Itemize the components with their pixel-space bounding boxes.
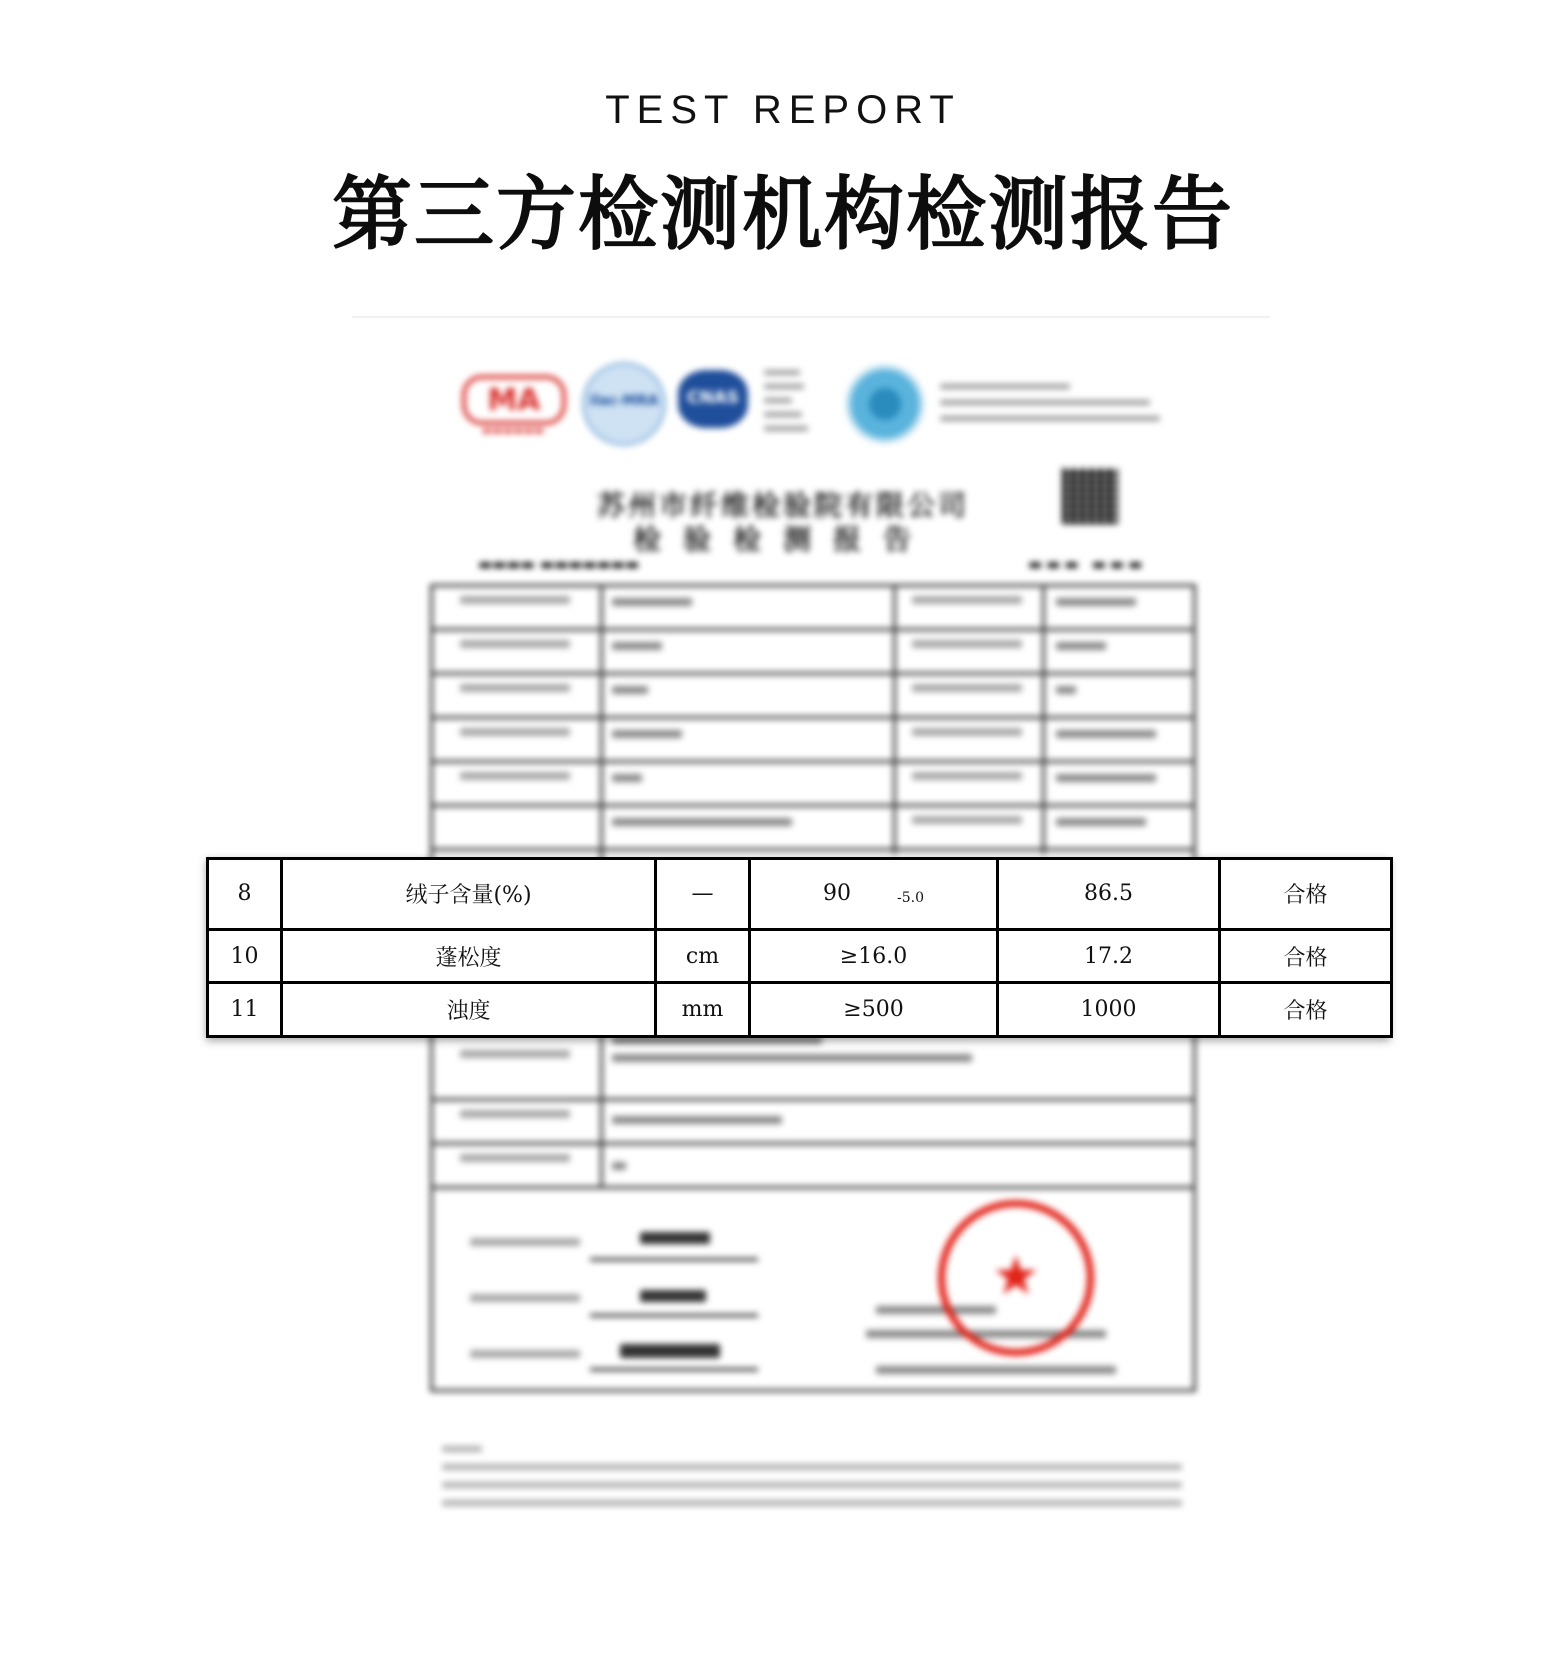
signature-label [470, 1294, 580, 1302]
table-rule [1042, 584, 1045, 854]
signature-stroke [620, 1344, 720, 1358]
page-title: 第三方检测机构检测报告 [332, 168, 1234, 261]
logo-caption-line [764, 384, 804, 389]
cell-value-line [1056, 686, 1076, 694]
footnote-line [442, 1500, 1182, 1506]
checked-by-signature [590, 1314, 758, 1317]
cell-label-line [912, 816, 1022, 824]
cell-value-line [1056, 642, 1106, 650]
footnote-line [442, 1482, 1182, 1488]
results-table [206, 857, 1390, 1038]
table-rule [430, 848, 1196, 851]
signature-stroke [640, 1290, 706, 1302]
institute-seal-logo [846, 365, 924, 443]
table-row [208, 929, 1392, 983]
verdict: 合格 [1220, 929, 1392, 983]
table-rule [430, 1186, 1196, 1189]
table-rule [430, 716, 1196, 719]
table-rule [893, 584, 896, 854]
standard-requirement: ≥500 [750, 983, 998, 1037]
cell-label-line [460, 1050, 570, 1058]
test-result: 17.2 [998, 929, 1220, 983]
standard-requirement [750, 859, 998, 930]
cell-value-line [612, 1054, 972, 1062]
cma-logo: MA [462, 375, 566, 425]
document-heading: 检验检测报告 [632, 523, 933, 556]
table-rule [430, 672, 1196, 675]
verdict: 合格 [1220, 983, 1392, 1037]
test-result: 1000 [998, 983, 1220, 1037]
row-number: 10 [208, 929, 282, 983]
unit: mm [656, 983, 750, 1037]
red-official-seal: ★ [938, 1200, 1094, 1356]
page-subtitle: TEST REPORT [605, 88, 961, 132]
cell-value-line [612, 1116, 782, 1124]
cell-value-line [1056, 598, 1136, 606]
logo-caption-line [764, 398, 792, 403]
cell-label-line [460, 772, 570, 780]
verdict: 合格 [1220, 859, 1392, 930]
cell-label-line [460, 596, 570, 604]
compiled-by-signature [590, 1258, 758, 1261]
cell-label-line [912, 596, 1022, 604]
unit: — [656, 859, 750, 930]
issue-date-line [876, 1366, 1116, 1374]
cell-value-line [612, 774, 642, 782]
table-rule [430, 1142, 1196, 1145]
footnote-line [442, 1464, 1182, 1470]
cma-logo-number: ▬▬▬▬▬▬ [481, 424, 545, 437]
cnas-logo: CNAS [678, 370, 748, 428]
row-number: 11 [208, 983, 282, 1037]
table-rule [430, 1098, 1196, 1101]
table-row [208, 983, 1392, 1037]
test-result: 86.5 [998, 859, 1220, 930]
cell-label-line [460, 640, 570, 648]
test-item: 绒子含量(%) [282, 859, 656, 930]
address-text-line [940, 416, 1160, 421]
signature-stroke [640, 1232, 710, 1244]
table-rule [430, 628, 1196, 631]
test-item: 蓬松度 [282, 929, 656, 983]
row-number: 8 [208, 859, 282, 930]
tolerance: -5.0 [897, 890, 924, 907]
cell-value-line [1056, 730, 1156, 738]
table-rule [430, 804, 1196, 807]
cell-label-line [912, 772, 1022, 780]
footnote-line [442, 1446, 482, 1452]
address-text-line [940, 400, 1150, 405]
cell-value-line [612, 598, 692, 606]
standard-requirement: ≥16.0 [750, 929, 998, 983]
logo-caption-line [764, 426, 808, 431]
signature-label [470, 1238, 580, 1246]
document-company: 苏州市纤维检验院有限公司 [596, 489, 969, 522]
logo-caption-line [764, 412, 802, 417]
test-item: 浊度 [282, 983, 656, 1037]
address-text-line [940, 384, 1070, 389]
cell-value-line [612, 818, 792, 826]
table-rule [430, 760, 1196, 763]
logo-caption-line [764, 370, 800, 375]
report-number: ▬▬▬▬ ▬▬▬▬▬▬▬ [478, 555, 640, 573]
approved-by-signature [590, 1368, 758, 1371]
cell-value-line [1056, 818, 1146, 826]
table-row [208, 859, 1392, 930]
cell-label-line [460, 1110, 570, 1118]
cell-label-line [912, 684, 1022, 692]
cell-value-line [612, 730, 682, 738]
cell-value-line [612, 1162, 626, 1170]
unit: cm [656, 929, 750, 983]
standard-value: 90 [823, 881, 851, 907]
ilac-mra-logo: ilac-MRA [582, 362, 666, 446]
signature-label [470, 1350, 580, 1358]
cell-label-line [460, 728, 570, 736]
cell-label-line [912, 728, 1022, 736]
cell-value-line [612, 686, 648, 694]
cell-label-line [460, 684, 570, 692]
cell-value-line [612, 642, 662, 650]
cell-label-line [460, 1154, 570, 1162]
page-indicator: ▬▬▬ ▬▬▬ [1028, 555, 1147, 573]
cell-label-line [912, 640, 1022, 648]
cell-value-line [1056, 774, 1156, 782]
qr-code-icon [1062, 468, 1118, 524]
